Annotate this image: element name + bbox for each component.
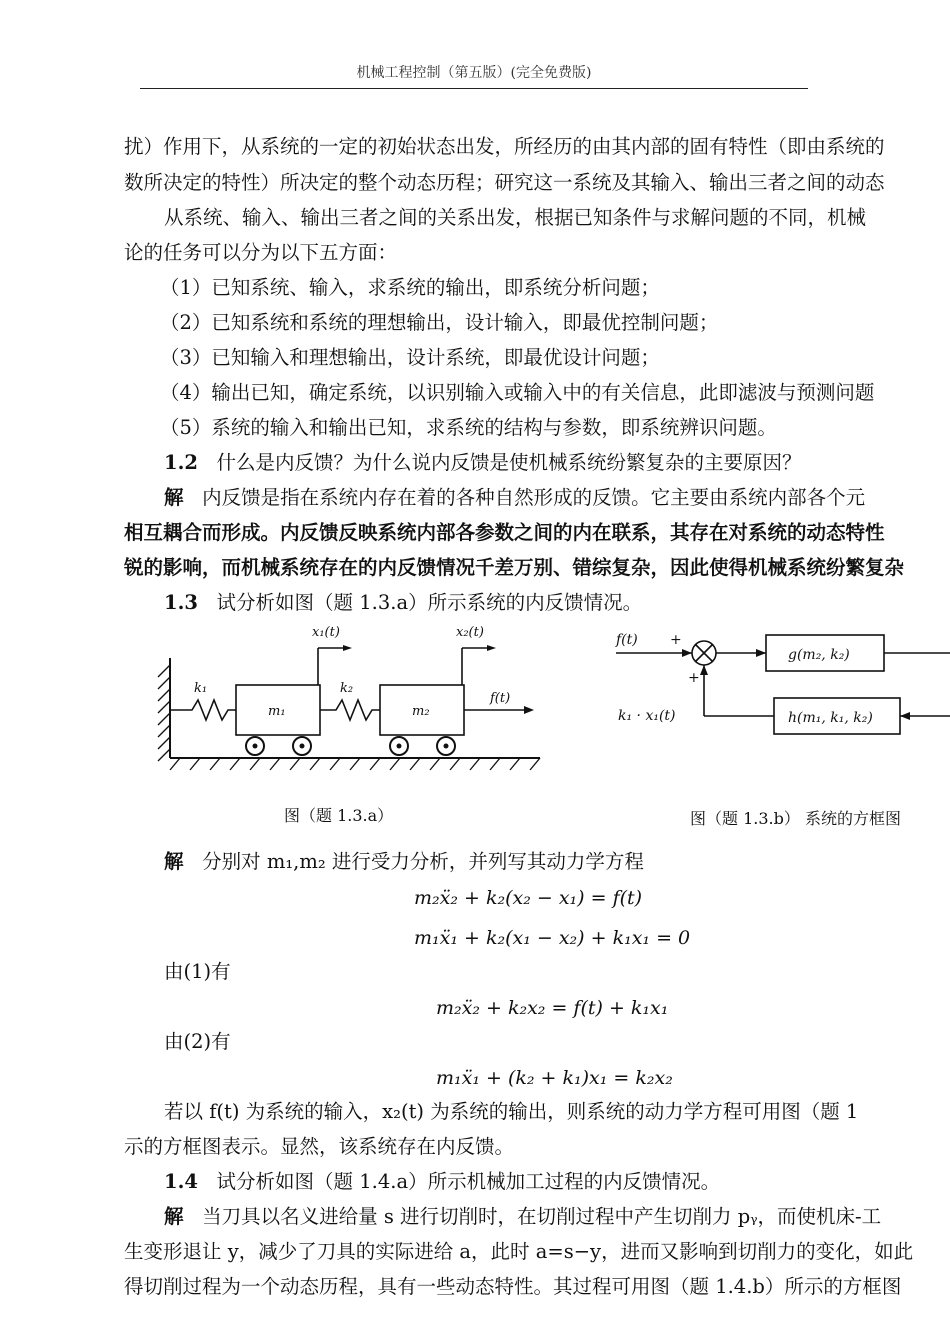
- label-k1: k₁: [194, 681, 208, 696]
- question-number: 1.2: [164, 451, 198, 474]
- spring-k2: [320, 700, 380, 720]
- task-item-1: （1）已知系统、输入，求系统的输出，即系统分析问题；: [160, 276, 660, 299]
- answer-label: 解: [164, 486, 184, 509]
- equation-1: m₂ẍ₂ + k₂(x₂ − x₁) = f(t): [414, 887, 643, 909]
- label-x1: x₁(t): [312, 625, 340, 640]
- equation-4: m₁ẍ₁ + (k₂ + k₁)x₁ = k₂x₂: [436, 1067, 673, 1089]
- para-line-1: 扰）作用下，从系统的一定的初始状态出发，所经历的由其内部的固有特性（即由系统的: [124, 135, 885, 158]
- task-item-3: （3）已知输入和理想输出，设计系统，即最优设计问题；: [160, 346, 660, 369]
- question-1-4: [164, 1172, 720, 1192]
- equation-2: m₁ẍ₁ + k₂(x₁ − x₂) + k₁x₁ = 0: [414, 927, 691, 949]
- question-1-3: [164, 593, 642, 613]
- figure-1-3-b: [608, 620, 950, 750]
- label-k2: k₂: [340, 681, 354, 696]
- label-plus-1: +: [670, 632, 682, 648]
- answer-label: 解: [164, 1205, 184, 1228]
- question-number: 1.4: [164, 1170, 198, 1193]
- equation-3: m₂ẍ₂ + k₂x₂ = f(t) + k₁x₁: [436, 997, 669, 1019]
- spring-k1: [170, 700, 236, 720]
- para-line-4: 论的任务可以分为以下五方面：: [124, 241, 398, 264]
- para-line-2: 数所决定的特性）所决定的整个动态历程；研究这一系统及其输入、输出三者之间的动态: [124, 171, 885, 194]
- label-input: f(t): [616, 632, 638, 648]
- label-block-g: g(m₂, k₂): [788, 647, 850, 663]
- answer-label: 解: [164, 850, 184, 873]
- question-number: 1.3: [164, 591, 198, 614]
- answer-1-4-line-2: 生变形退让 y，减少了刀具的实际进给 a，此时 a=s−y，进而又影响到切削力的变化，如此: [124, 1240, 914, 1263]
- label-block-h: h(m₁, k₁, k₂): [788, 710, 873, 726]
- from-eq-1: 由(1)有: [164, 960, 231, 983]
- question-text: 试分析如图（题 1.3.a）所示系统的内反馈情况。: [216, 591, 643, 614]
- label-x2: x₂(t): [456, 625, 484, 640]
- label-feedback: k₁ · x₁(t): [618, 708, 676, 724]
- answer-1-2-line-2: 相互耦合而形成。内反馈反映系统内部各参数之间的内在联系，其存在对系统的动态特性: [124, 521, 885, 544]
- caption-fig-b: 图（题 1.3.b） 系统的方框图: [690, 809, 901, 828]
- conclusion-line-2: 示的方框图表示。显然，该系统存在内反馈。: [124, 1135, 515, 1158]
- answer-1-4-line-3: 得切削过程为一个动态历程，具有一些动态特性。其过程可用图（题 1.4.b）所示的方框图: [124, 1275, 902, 1298]
- task-item-2: （2）已知系统和系统的理想输出，设计输入，即最优控制问题；: [160, 311, 719, 334]
- task-item-5: （5）系统的输入和输出已知，求系统的结构与参数，即系统辨识问题。: [160, 416, 777, 439]
- answer-1-3-intro: 解 分别对 m₁,m₂ 进行受力分析，并列写其动力学方程: [164, 850, 644, 873]
- label-plus-2: +: [688, 670, 700, 686]
- from-eq-2: 由(2)有: [164, 1030, 231, 1053]
- answer-1-4-line-1: 解 当刀具以名义进给量 s 进行切削时，在切削过程中产生切削力 pᵧ，而使机床-工: [164, 1205, 882, 1228]
- task-item-4: （4）输出已知，确定系统，以识别输入或输入中的有关信息，此即滤波与预测问题: [160, 381, 875, 404]
- question-text: 什么是内反馈？为什么说内反馈是使机械系统纷繁复杂的主要原因？: [216, 451, 802, 474]
- figure-1-3-a: [150, 620, 550, 780]
- caption-fig-a: 图（题 1.3.a）: [284, 806, 394, 825]
- label-m1: m₁: [268, 704, 286, 719]
- para-line-3: 从系统、输入、输出三者之间的关系出发，根据已知条件与求解问题的不同，机械: [164, 206, 867, 229]
- question-text: 试分析如图（题 1.4.a）所示机械加工过程的内反馈情况。: [216, 1170, 721, 1193]
- running-header: 机械工程控制（第五版）(完全免费版): [140, 62, 808, 89]
- conclusion-line-1: 若以 f(t) 为系统的输入，x₂(t) 为系统的输出，则系统的动力学方程可用图（题 1: [164, 1100, 859, 1123]
- answer-1-2-line-1: 解 内反馈是指在系统内存在着的各种自然形成的反馈。它主要由系统内部各个元: [164, 486, 866, 509]
- answer-1-2-line-3: 锐的影响，而机械系统存在的内反馈情况千差万别、错综复杂，因此使得机械系统纷繁复杂: [124, 556, 905, 579]
- label-m2: m₂: [412, 704, 430, 719]
- question-1-2: [164, 453, 802, 473]
- label-f: f(t): [490, 691, 511, 706]
